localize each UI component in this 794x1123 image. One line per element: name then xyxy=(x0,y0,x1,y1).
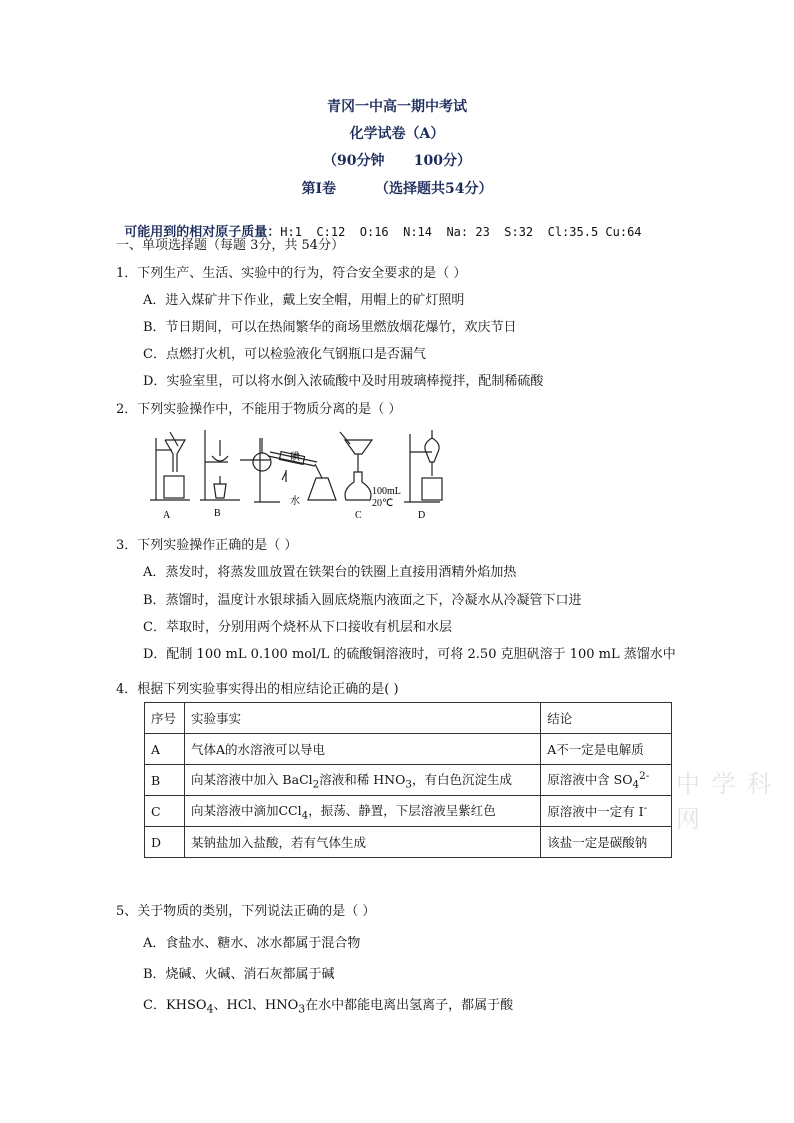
lab-apparatus-figure xyxy=(150,420,450,522)
question-1-option-a: A．进入煤矿井下作业，戴上安全帽，用帽上的矿灯照明 xyxy=(143,293,465,308)
question-3-option-a: A．蒸发时，将蒸发皿放置在铁架台的铁圈上直接用酒精外焰加热 xyxy=(143,565,517,580)
table-cell-conclusion: A不一定是电解质 xyxy=(541,734,672,765)
table-cell-fact: 向某溶液中滴加CCl$_4$，振荡、静置，下层溶液呈紫红色 xyxy=(184,796,540,827)
figure-water-text: 水 xyxy=(290,496,300,507)
figure-volume-text: 100mL xyxy=(372,486,401,497)
question-5-option-a: A．食盐水、糖水、冰水都属于混合物 xyxy=(143,936,361,951)
table-cell-conclusion: 该盐一定是碳酸钠 xyxy=(541,827,672,858)
figure-label-b: B xyxy=(214,508,221,519)
table-row xyxy=(145,734,672,765)
question-3-stem: 3．下列实验操作正确的是（ ） xyxy=(116,538,298,553)
exam-time-score: （90分钟 100分） xyxy=(323,153,471,169)
table-cell-conclusion: 原溶液中一定有 I- xyxy=(541,796,672,827)
question-3-option-d: D．配制 100 mL 0.100 mol/L 的硫酸铜溶液时，可将 2.50 克胆矾溶于 100 mL 蒸馏水中 xyxy=(143,647,676,662)
exam-title: 青冈一中高一期中考试 xyxy=(327,99,467,115)
atomic-mass-label: 可能用到的相对原子质量： xyxy=(124,225,281,240)
section-heading: 第Ⅰ卷 （选择题共54分） xyxy=(301,181,493,197)
figure-temp-text: 20℃ xyxy=(372,498,394,509)
table-cell-id: C xyxy=(145,796,185,827)
question-3-option-c: C．萃取时，分别用两个烧杯从下口接收有机层和水层 xyxy=(143,620,452,635)
watermark: 中 学 科 网 xyxy=(676,770,774,833)
table-header-cell: 结论 xyxy=(541,703,672,734)
table-cell-id: D xyxy=(145,827,185,858)
figure-label-c: C xyxy=(355,510,362,521)
question-3-option-b: B．蒸馏时，温度计水银球插入圆底烧瓶内液面之下，冷凝水从冷凝管下口进 xyxy=(143,593,582,608)
table-cell-conclusion: 原溶液中含 $SO_4^{2-}$ xyxy=(541,765,672,796)
question-1-stem: 1．下列生产、生活、实验中的行为，符合安全要求的是（ ） xyxy=(116,266,467,281)
figure-label-a: A xyxy=(163,510,171,521)
exam-subject: 化学试卷（A） xyxy=(349,126,445,142)
question-1-option-b: B．节日期间，可以在热闹繁华的商场里燃放烟花爆竹，欢庆节日 xyxy=(143,320,517,335)
question-1-option-d: D．实验室里，可以将水倒入浓硫酸中及时用玻璃棒搅拌，配制稀硫酸 xyxy=(143,374,544,389)
table-header-row xyxy=(145,703,672,734)
table-row xyxy=(145,765,672,796)
question-1-option-c: C．点燃打火机，可以检验液化气钢瓶口是否漏气 xyxy=(143,347,426,362)
question-5-option-c: C．$KHSO_4$、HCl、$HNO_3$在水中都能电离出氢离子，都属于酸 xyxy=(143,998,514,1016)
table-header-cell: 序号 xyxy=(145,703,185,734)
figure-label-d: D xyxy=(418,510,426,521)
part-heading: 一、单项选择题（每题 3分，共 54分） xyxy=(116,238,345,253)
table-cell-fact: 向某溶液中加入 BaCl$_2$溶液和稀 $HNO_3$，有白色沉淀生成 xyxy=(184,765,540,796)
question-5-option-b: B．烧碱、火碱、消石灰都属于碱 xyxy=(143,967,335,982)
table-cell-id: B xyxy=(145,765,185,796)
atomic-mass-values: H:1 C:12 O:16 N:14 Na: 23 S:32 Cl:35.5 Cu:64 xyxy=(280,225,642,239)
figure-iodine-text: 碘 xyxy=(290,452,300,463)
question-2-stem: 2．下列实验操作中，不能用于物质分离的是（ ） xyxy=(116,402,402,417)
table-cell-id: A xyxy=(145,734,185,765)
table-cell-fact: 气体A的水溶液可以导电 xyxy=(184,734,540,765)
table-cell-fact: 某钠盐加入盐酸，若有气体生成 xyxy=(184,827,540,858)
question-4-stem: 4．根据下列实验事实得出的相应结论正确的是( ) xyxy=(116,682,399,697)
question-4-table xyxy=(144,702,672,858)
table-header-cell: 实验事实 xyxy=(184,703,540,734)
question-5-stem: 5、关于物质的类别，下列说法正确的是（ ） xyxy=(116,904,376,919)
table-row xyxy=(145,796,672,827)
table-row xyxy=(145,827,672,858)
